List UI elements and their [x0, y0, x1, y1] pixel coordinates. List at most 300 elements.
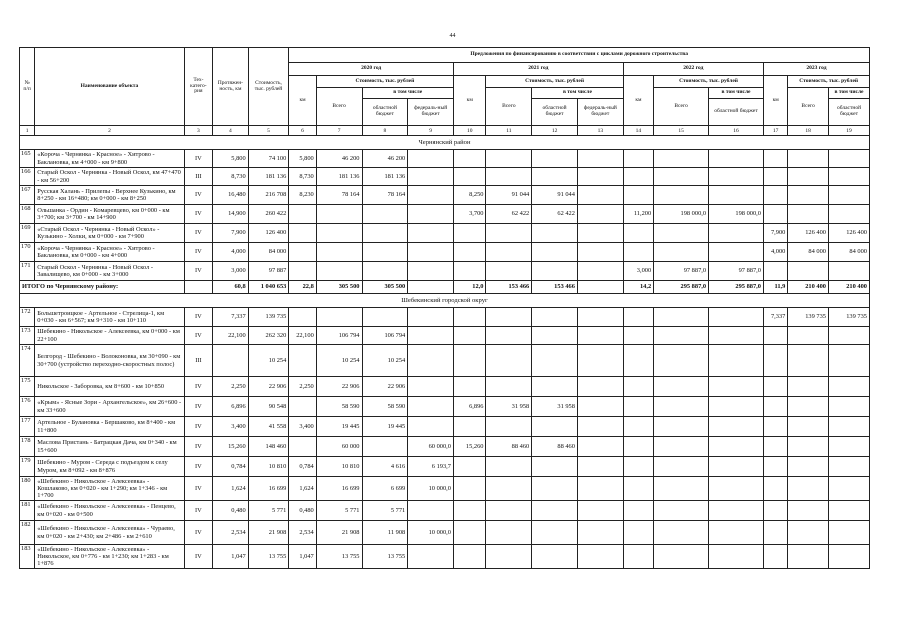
table-cell: [654, 397, 709, 417]
table-row: [20, 377, 870, 397]
table-cell: 16 699: [316, 477, 362, 501]
table-cell: [654, 477, 709, 501]
header-year-2021: 2021 год: [453, 63, 623, 76]
table-cell: [709, 186, 764, 205]
table-cell: 19 445: [362, 417, 408, 437]
header-federal-2021: федераль-ный бюджет: [577, 99, 623, 126]
table-cell: 148 460: [248, 437, 289, 457]
table-cell: 21 908: [316, 521, 362, 545]
row-number: 172: [20, 308, 35, 327]
table-cell: 10 254: [362, 345, 408, 377]
table-cell: [289, 205, 316, 224]
table-cell: [532, 477, 578, 501]
table-cell: [829, 262, 870, 281]
header-including-2023: в том числе: [829, 88, 870, 99]
row-number: 167: [20, 186, 35, 205]
table-cell: [532, 150, 578, 168]
header-year-2022: 2022 год: [623, 63, 763, 76]
table-cell: [623, 545, 653, 569]
table-cell: 84 000: [248, 243, 289, 262]
table-cell: 62 422: [486, 205, 532, 224]
table-cell: 21 908: [248, 521, 289, 545]
table-row: [20, 545, 870, 569]
table-cell: [532, 545, 578, 569]
table-cell: [453, 224, 486, 243]
total-cell: 22,8: [289, 281, 316, 294]
table-cell: 31 958: [486, 397, 532, 417]
column-number-row: [20, 126, 870, 136]
table-cell: [289, 308, 316, 327]
header-name: Наименование объекта: [35, 48, 184, 126]
table-cell: 10 000,0: [408, 477, 454, 501]
table-cell: [763, 262, 787, 281]
table-cell: 216 708: [248, 186, 289, 205]
table-cell: [408, 150, 454, 168]
table-cell: 15,260: [213, 437, 249, 457]
table-cell: [486, 345, 532, 377]
total-cell: 14,2: [623, 281, 653, 294]
road-financing-table: [19, 47, 870, 569]
table-cell: [623, 186, 653, 205]
table-cell: 106 794: [316, 327, 362, 345]
table-cell: [532, 345, 578, 377]
table-cell: [408, 397, 454, 417]
table-cell: [763, 521, 787, 545]
table-cell: [408, 205, 454, 224]
table-cell: [709, 168, 764, 186]
table-cell: 139 735: [248, 308, 289, 327]
table-cell: [709, 477, 764, 501]
table-row: [20, 224, 870, 243]
table-cell: [623, 397, 653, 417]
object-name: Ольшанка - Ордин - Комаревцево, км 0+000 - км 3+700; км 3+700 - км 14+900: [35, 205, 184, 224]
table-cell: [709, 437, 764, 457]
table-cell: [486, 377, 532, 397]
column-number: 9: [408, 126, 454, 136]
header-regional-2023: областной бюджет: [829, 99, 870, 126]
table-cell: 3,000: [213, 262, 249, 281]
table-cell: 6 193,7: [408, 457, 454, 477]
table-cell: [577, 224, 623, 243]
table-cell: [829, 545, 870, 569]
header-cost: Стоимость, тыс. рублей: [248, 48, 289, 126]
row-number: 171: [20, 262, 35, 281]
table-cell: [709, 457, 764, 477]
table-cell: III: [184, 168, 212, 186]
table-cell: [486, 168, 532, 186]
table-cell: 10 000,0: [408, 521, 454, 545]
row-number: 174: [20, 345, 35, 377]
table-cell: 97 887,0: [709, 262, 764, 281]
total-cell: 153 466: [486, 281, 532, 294]
table-cell: 88 460: [486, 437, 532, 457]
table-cell: 260 422: [248, 205, 289, 224]
table-cell: [788, 457, 829, 477]
table-cell: 15,260: [453, 437, 486, 457]
table-cell: [654, 327, 709, 345]
table-cell: [709, 243, 764, 262]
table-cell: [408, 501, 454, 521]
table-cell: [532, 308, 578, 327]
table-cell: [829, 417, 870, 437]
table-cell: [486, 545, 532, 569]
table-cell: 22,100: [289, 327, 316, 345]
table-cell: 58 590: [316, 397, 362, 417]
table-row: [20, 327, 870, 345]
table-cell: [577, 521, 623, 545]
table-cell: [829, 345, 870, 377]
table-cell: [532, 168, 578, 186]
table-cell: [788, 168, 829, 186]
table-cell: 0,784: [213, 457, 249, 477]
table-cell: [788, 417, 829, 437]
table-cell: 41 558: [248, 417, 289, 437]
header-regional-2020: областной бюджет: [362, 99, 408, 126]
table-cell: 78 164: [362, 186, 408, 205]
table-cell: [654, 345, 709, 377]
header-category: Тех-катего-рия: [184, 48, 212, 126]
table-cell: 0,480: [213, 501, 249, 521]
table-cell: [577, 397, 623, 417]
table-cell: [709, 345, 764, 377]
table-cell: [709, 308, 764, 327]
table-cell: [788, 205, 829, 224]
object-name: Масловa Пристань - Батрацкая Дача, км 0+340 - км 15+600: [35, 437, 184, 457]
table-cell: 22 906: [248, 377, 289, 397]
table-cell: [654, 243, 709, 262]
table-cell: [316, 308, 362, 327]
table-cell: [453, 243, 486, 262]
table-cell: III: [184, 345, 212, 377]
table-cell: 8,250: [453, 186, 486, 205]
row-number: 177: [20, 417, 35, 437]
table-cell: [763, 457, 787, 477]
table-cell: [763, 477, 787, 501]
table-cell: [289, 397, 316, 417]
table-cell: [788, 545, 829, 569]
object-name: «Старый Оскол - Чернянка - Новый Оскол» - Кузькино - Холки, км 0+000 - км 7+900: [35, 224, 184, 243]
table-cell: 198 000,0: [654, 205, 709, 224]
table-cell: IV: [184, 150, 212, 168]
table-cell: [709, 417, 764, 437]
table-cell: [623, 477, 653, 501]
table-cell: [623, 457, 653, 477]
table-cell: [654, 457, 709, 477]
table-cell: 78 164: [316, 186, 362, 205]
table-cell: [532, 224, 578, 243]
table-cell: 11 908: [362, 521, 408, 545]
header-total-2023: Всего: [788, 88, 829, 126]
column-number: 16: [709, 126, 764, 136]
table-cell: [577, 417, 623, 437]
table-cell: [289, 437, 316, 457]
table-cell: [577, 308, 623, 327]
column-number: 15: [654, 126, 709, 136]
object-name: «Шебекино - Никольское - Алексеевка» - Чураево, км 0+020 - км 2+430; км 2+486 - км 2+610: [35, 521, 184, 545]
table-cell: [532, 457, 578, 477]
row-number: 180: [20, 477, 35, 501]
table-cell: 2,250: [289, 377, 316, 397]
table-cell: 7,900: [763, 224, 787, 243]
header-km-2020: км: [289, 76, 316, 126]
table-cell: [709, 521, 764, 545]
table-cell: 0,784: [289, 457, 316, 477]
table-cell: [289, 224, 316, 243]
table-cell: IV: [184, 327, 212, 345]
table-cell: [486, 417, 532, 437]
table-cell: [316, 262, 362, 281]
table-cell: IV: [184, 377, 212, 397]
table-cell: [829, 377, 870, 397]
table-cell: 46 200: [362, 150, 408, 168]
table-cell: [763, 150, 787, 168]
table-cell: [316, 224, 362, 243]
table-cell: [654, 545, 709, 569]
table-cell: [763, 186, 787, 205]
table-cell: 46 200: [316, 150, 362, 168]
table-cell: [709, 545, 764, 569]
table-cell: [623, 327, 653, 345]
row-number: 178: [20, 437, 35, 457]
table-cell: [623, 521, 653, 545]
table-cell: [362, 437, 408, 457]
table-cell: 106 794: [362, 327, 408, 345]
table-cell: 60 000,0: [408, 437, 454, 457]
column-number: 13: [577, 126, 623, 136]
row-number: 182: [20, 521, 35, 545]
table-cell: [763, 345, 787, 377]
table-cell: IV: [184, 477, 212, 501]
table-cell: 126 400: [829, 224, 870, 243]
table-cell: [623, 243, 653, 262]
table-cell: [408, 186, 454, 205]
table-cell: [532, 327, 578, 345]
table-row: [20, 262, 870, 281]
table-cell: IV: [184, 205, 212, 224]
object-name: «Короча - Чернянка - Красное» - Хитрово - Баклановка, км 4+000 - км 9+800: [35, 150, 184, 168]
table-cell: IV: [184, 243, 212, 262]
table-cell: [763, 501, 787, 521]
table-cell: 8,730: [289, 168, 316, 186]
table-cell: [788, 377, 829, 397]
table-cell: [532, 417, 578, 437]
table-cell: [486, 327, 532, 345]
table-cell: 13 755: [316, 545, 362, 569]
table-cell: [709, 397, 764, 417]
object-name: Русская Халань - Прилепы - Верхнее Кузькино, км 8+250 - км 16+480; км 0+000 - км 8+250: [35, 186, 184, 205]
header-regional-2022: областной бюджет: [709, 99, 764, 126]
object-name: «Шебекино - Никольское - Алексеевка» - Никольское, км 0+776 - км 1+230; км 1+283 - км 1+876: [35, 545, 184, 569]
table-cell: [532, 377, 578, 397]
object-name: «Шебекино - Никольское - Алексеевка» - Кошлаково, км 0+020 - км 1+290; км 1+346 - км 1+700: [35, 477, 184, 501]
table-row: [20, 397, 870, 417]
table-cell: [408, 345, 454, 377]
table-cell: [408, 545, 454, 569]
table-cell: [577, 243, 623, 262]
table-cell: 22 906: [362, 377, 408, 397]
object-name: Артельное - Булановка - Бершаково, км 8+400 - км 11+800: [35, 417, 184, 437]
table-cell: 181 136: [316, 168, 362, 186]
table-cell: 90 548: [248, 397, 289, 417]
table-cell: 10 810: [316, 457, 362, 477]
table-cell: [829, 437, 870, 457]
table-cell: [654, 417, 709, 437]
total-label: ИТОГО по Чернянскому району:: [20, 281, 185, 294]
row-number: 179: [20, 457, 35, 477]
table-cell: [486, 457, 532, 477]
table-cell: [623, 345, 653, 377]
table-cell: 31 958: [532, 397, 578, 417]
table-cell: 88 460: [532, 437, 578, 457]
column-number: 12: [532, 126, 578, 136]
section-row: [20, 294, 870, 308]
header-total-2021: Всего: [486, 88, 532, 126]
table-cell: [623, 168, 653, 186]
table-cell: [654, 521, 709, 545]
table-cell: [788, 437, 829, 457]
column-number: 18: [788, 126, 829, 136]
table-row: [20, 243, 870, 262]
row-number: 169: [20, 224, 35, 243]
table-cell: [654, 186, 709, 205]
section-row: [20, 136, 870, 150]
table-cell: [362, 308, 408, 327]
total-cell: 305 500: [316, 281, 362, 294]
table-cell: [788, 397, 829, 417]
table-cell: 10 254: [248, 345, 289, 377]
total-cell: 1 040 653: [248, 281, 289, 294]
table-cell: [829, 186, 870, 205]
table-cell: [408, 377, 454, 397]
table-cell: 181 136: [248, 168, 289, 186]
object-name: Белгород - Шебекино - Волоконовка, км 30+090 - км 30+700 (устройство переходно-скоростных полос): [35, 345, 184, 377]
table-cell: [362, 205, 408, 224]
total-cell: 295 887,0: [654, 281, 709, 294]
total-cell: 305 500: [362, 281, 408, 294]
table-cell: 2,534: [213, 521, 249, 545]
table-cell: [763, 397, 787, 417]
table-cell: [408, 417, 454, 437]
table-cell: IV: [184, 262, 212, 281]
table-cell: [623, 150, 653, 168]
table-cell: 7,337: [213, 308, 249, 327]
table-cell: [577, 168, 623, 186]
table-cell: [408, 327, 454, 345]
table-cell: 126 400: [248, 224, 289, 243]
table-cell: 6,896: [213, 397, 249, 417]
header-year-2020: 2020 год: [289, 63, 454, 76]
table-cell: [486, 243, 532, 262]
object-name: Никольское - Заборовка, км 8+600 - км 10+850: [35, 377, 184, 397]
table-cell: 13 755: [248, 545, 289, 569]
table-cell: 2,534: [289, 521, 316, 545]
total-cell: 295 887,0: [709, 281, 764, 294]
table-cell: 1,624: [213, 477, 249, 501]
table-cell: [623, 224, 653, 243]
table-cell: [289, 262, 316, 281]
header-cost-2020: Стоимость, тыс. рублей: [316, 76, 453, 88]
row-number: 173: [20, 327, 35, 345]
header-federal-2020: федераль-ный бюджет: [408, 99, 454, 126]
total-cell: [408, 281, 454, 294]
table-cell: [453, 477, 486, 501]
table-cell: [829, 477, 870, 501]
table-cell: [829, 150, 870, 168]
table-cell: [453, 168, 486, 186]
header-km-2021: км: [453, 76, 486, 126]
table-cell: [829, 521, 870, 545]
table-cell: 5 771: [248, 501, 289, 521]
table-cell: [453, 345, 486, 377]
table-cell: [316, 205, 362, 224]
table-cell: [829, 168, 870, 186]
table-row: [20, 501, 870, 521]
table-cell: [623, 377, 653, 397]
table-row: [20, 477, 870, 501]
table-cell: 97 887,0: [654, 262, 709, 281]
table-cell: 5,800: [213, 150, 249, 168]
header-cost-2022: Стоимость, тыс. рублей: [654, 76, 764, 88]
table-cell: 3,400: [213, 417, 249, 437]
table-cell: [577, 457, 623, 477]
header-including-2020: в том числе: [362, 88, 453, 99]
column-number: 6: [289, 126, 316, 136]
table-cell: 126 400: [788, 224, 829, 243]
table-cell: 16 699: [248, 477, 289, 501]
table-cell: IV: [184, 437, 212, 457]
table-cell: 262 320: [248, 327, 289, 345]
column-number-row: [20, 126, 870, 136]
table-cell: [763, 545, 787, 569]
table-cell: 97 887: [248, 262, 289, 281]
total-cell: 210 400: [829, 281, 870, 294]
table-cell: [453, 150, 486, 168]
table-cell: [788, 150, 829, 168]
object-name: «Крым» - Ясные Зори - Архангельское», км 26+600 - км 33+600: [35, 397, 184, 417]
total-row: [20, 281, 870, 294]
table-row: [20, 186, 870, 205]
column-number: 17: [763, 126, 787, 136]
table-cell: 13 755: [362, 545, 408, 569]
row-number: 183: [20, 545, 35, 569]
table-body: [20, 136, 870, 569]
table-cell: 91 044: [532, 186, 578, 205]
table-cell: [829, 205, 870, 224]
table-cell: [532, 521, 578, 545]
table-cell: IV: [184, 186, 212, 205]
table-cell: [829, 397, 870, 417]
row-number: 170: [20, 243, 35, 262]
table-cell: [577, 501, 623, 521]
table-cell: [577, 262, 623, 281]
table-cell: [709, 150, 764, 168]
object-name: Старый Оскол - Чернянка - Новый Оскол, км 47+470 - км 56+200: [35, 168, 184, 186]
table-cell: [577, 345, 623, 377]
table-cell: [532, 262, 578, 281]
table-cell: [453, 501, 486, 521]
object-name: «Шебекино - Никольское - Алексеевка» - Пенцево, км 0+020 - км 0+500: [35, 501, 184, 521]
table-cell: [486, 501, 532, 521]
table-cell: [763, 437, 787, 457]
object-name: Старый Оскол - Чернянка - Новый Оскол - Завалищево, км 0+000 - км 3+000: [35, 262, 184, 281]
table-cell: [532, 243, 578, 262]
table-cell: [408, 243, 454, 262]
table-cell: 7,337: [763, 308, 787, 327]
column-number: 19: [829, 126, 870, 136]
total-cell: 12,0: [453, 281, 486, 294]
table-cell: [763, 417, 787, 437]
table-cell: 3,000: [623, 262, 653, 281]
